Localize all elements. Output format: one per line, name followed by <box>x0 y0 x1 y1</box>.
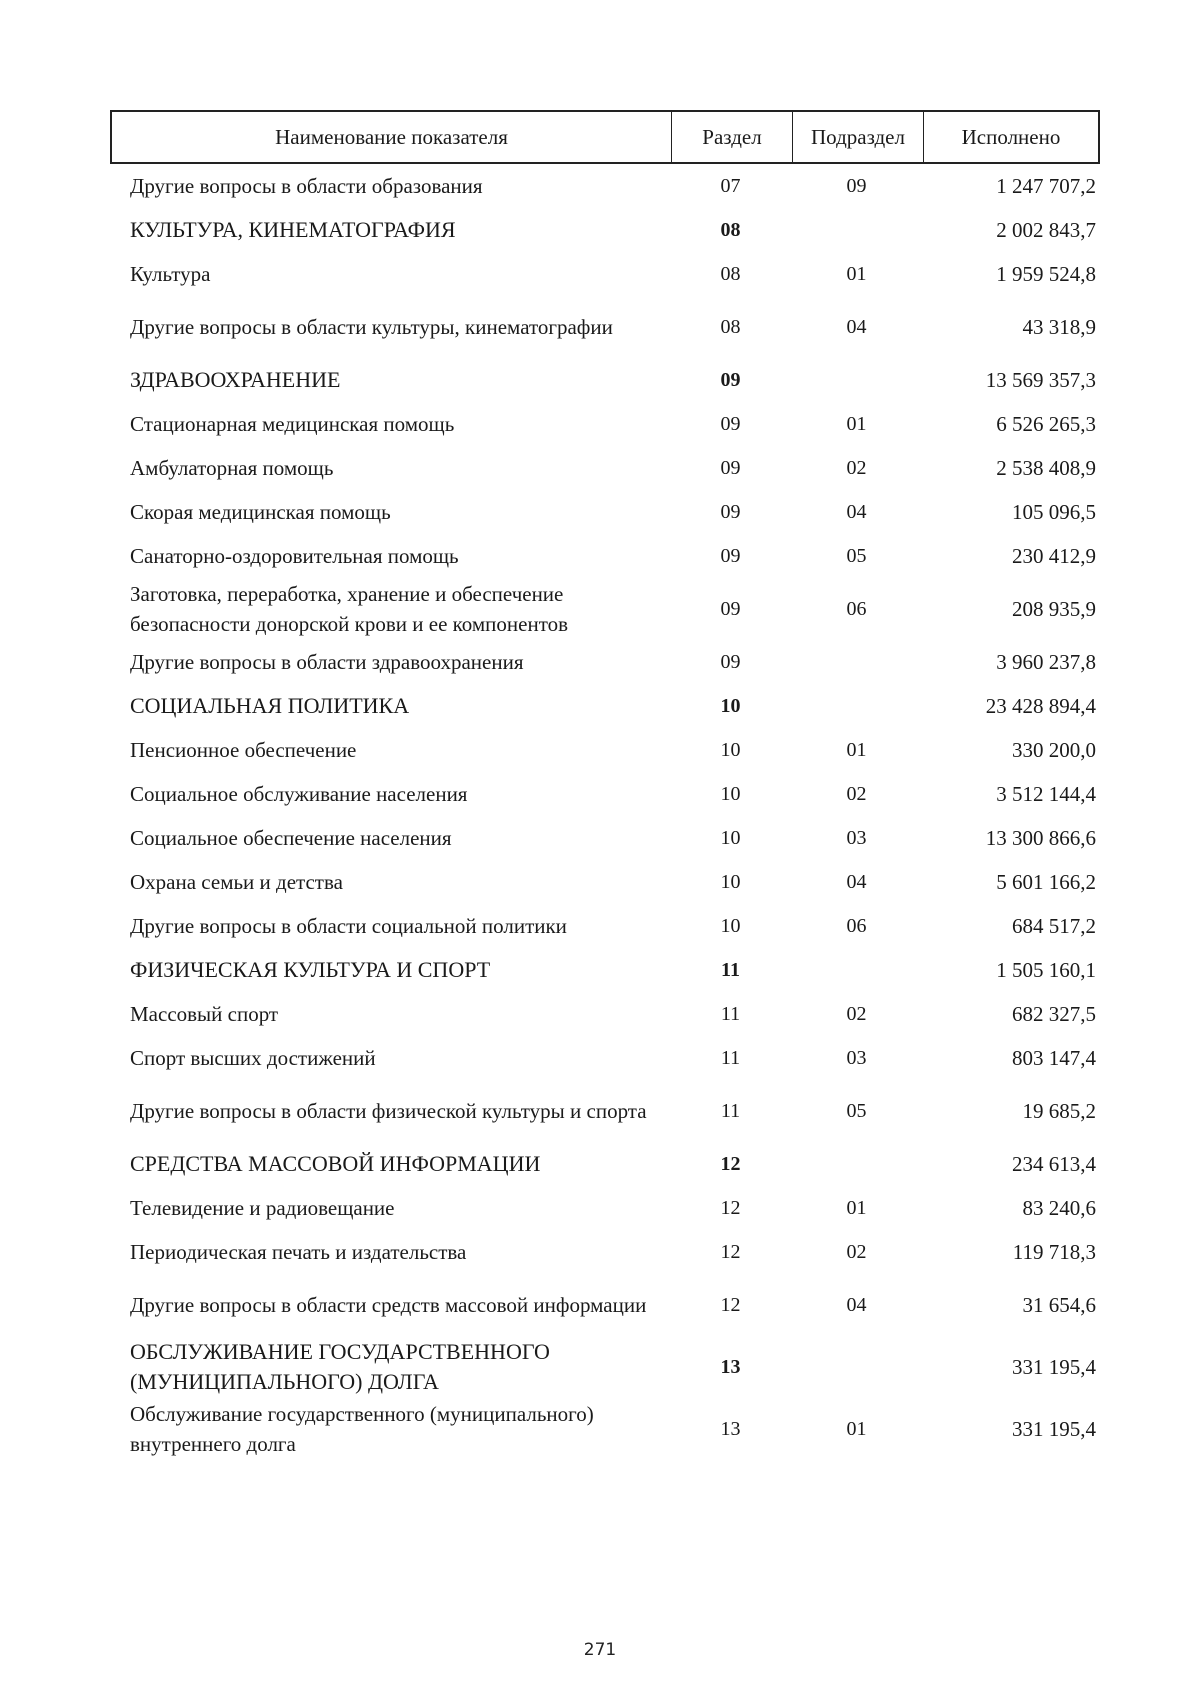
row-name: Спорт высших достижений <box>130 1046 376 1070</box>
table-row <box>110 1274 1100 1336</box>
row-value: 1 505 160,1 <box>996 957 1096 982</box>
table-row <box>110 164 1100 208</box>
row-name: Скорая медицинская помощь <box>130 500 391 524</box>
row-value: 13 569 357,3 <box>985 367 1096 392</box>
row-name: Другие вопросы в области средств массовой информации <box>130 1293 647 1317</box>
row-subsection: 02 <box>846 456 867 479</box>
row-name: Пенсионное обеспечение <box>130 738 357 762</box>
row-section: 09 <box>720 500 741 523</box>
row-section: 09 <box>720 597 741 620</box>
row-value: 208 935,9 <box>1012 596 1096 621</box>
table-row <box>110 208 1100 252</box>
row-value: 31 654,6 <box>1022 1292 1096 1317</box>
row-name: Обслуживание государственного (муниципального) внутреннего долга <box>130 1402 594 1456</box>
row-subsection: 04 <box>846 1293 867 1316</box>
row-value: 2 002 843,7 <box>996 217 1096 242</box>
row-value: 5 601 166,2 <box>996 869 1096 894</box>
row-name: Телевидение и радиовещание <box>130 1196 395 1220</box>
table-header <box>110 110 1100 164</box>
row-subsection: 06 <box>846 597 867 620</box>
table-row <box>110 816 1100 860</box>
row-value: 684 517,2 <box>1012 913 1096 938</box>
row-name: СОЦИАЛЬНАЯ ПОЛИТИКА <box>130 693 410 718</box>
row-name: ОБСЛУЖИВАНИЕ ГОСУДАРСТВЕННОГО (МУНИЦИПАЛЬНОГО) ДОЛГА <box>130 1339 550 1394</box>
row-section: 10 <box>720 914 741 937</box>
row-name: Социальное обслуживание населения <box>130 782 468 806</box>
row-value: 230 412,9 <box>1012 543 1096 568</box>
row-name: Амбулаторная помощь <box>130 456 334 480</box>
row-name: Массовый спорт <box>130 1002 279 1026</box>
row-subsection: 04 <box>846 870 867 893</box>
row-value: 6 526 265,3 <box>996 411 1096 436</box>
table-row <box>110 534 1100 578</box>
header-executed: Исполнено <box>961 124 1061 149</box>
row-value: 105 096,5 <box>1012 499 1096 524</box>
row-subsection: 02 <box>846 1240 867 1263</box>
row-section: 12 <box>720 1293 741 1316</box>
row-value: 331 195,4 <box>1012 1416 1096 1441</box>
row-value: 23 428 894,4 <box>985 693 1096 718</box>
row-subsection: 04 <box>846 500 867 523</box>
row-section: 12 <box>720 1152 741 1175</box>
row-section: 09 <box>720 456 741 479</box>
row-value: 331 195,4 <box>1012 1354 1096 1379</box>
row-section: 10 <box>720 738 741 761</box>
table-row <box>110 1036 1100 1080</box>
table-row <box>110 402 1100 446</box>
row-subsection: 05 <box>846 1099 867 1122</box>
row-name: Охрана семьи и детства <box>130 870 343 894</box>
table-row <box>110 728 1100 772</box>
row-name: Санаторно-оздоровительная помощь <box>130 544 459 568</box>
row-section: 09 <box>720 544 741 567</box>
row-section: 10 <box>720 782 741 805</box>
row-value: 803 147,4 <box>1012 1045 1096 1070</box>
row-subsection: 03 <box>846 826 867 849</box>
table-row <box>110 1398 1100 1460</box>
row-subsection: 01 <box>846 1196 867 1219</box>
table-row <box>110 640 1100 684</box>
row-subsection: 06 <box>846 914 867 937</box>
table-row <box>110 684 1100 728</box>
table-row <box>110 1336 1100 1398</box>
row-section: 11 <box>720 1099 741 1122</box>
table-row <box>110 1142 1100 1186</box>
row-subsection: 09 <box>846 174 867 197</box>
row-section: 11 <box>720 1046 741 1069</box>
row-section: 10 <box>720 870 741 893</box>
table-row <box>110 578 1100 640</box>
row-name: Периодическая печать и издательства <box>130 1240 467 1264</box>
table-row <box>110 1080 1100 1142</box>
row-value: 43 318,9 <box>1022 314 1096 339</box>
row-name: Социальное обеспечение населения <box>130 826 452 850</box>
row-section: 09 <box>720 650 741 673</box>
row-name: Другие вопросы в области физической культуры и спорта <box>130 1099 647 1123</box>
row-name: СРЕДСТВА МАССОВОЙ ИНФОРМАЦИИ <box>130 1151 541 1176</box>
row-subsection: 01 <box>846 262 867 285</box>
row-name: Культура <box>130 262 211 286</box>
row-value: 13 300 866,6 <box>985 825 1096 850</box>
header-section: Раздел <box>672 112 793 162</box>
row-section: 07 <box>720 174 741 197</box>
row-name: Другие вопросы в области здравоохранения <box>130 650 524 674</box>
row-value: 3 512 144,4 <box>996 781 1096 806</box>
table-row <box>110 992 1100 1036</box>
row-name: Другие вопросы в области социальной политики <box>130 914 567 938</box>
row-section: 11 <box>720 1002 741 1025</box>
row-name: Другие вопросы в области образования <box>130 174 483 198</box>
row-section: 13 <box>720 1355 741 1378</box>
row-section: 09 <box>720 412 741 435</box>
row-subsection: 04 <box>846 315 867 338</box>
row-section: 08 <box>720 262 741 285</box>
table-row <box>110 904 1100 948</box>
table-row <box>110 948 1100 992</box>
row-section: 10 <box>720 826 741 849</box>
table-row <box>110 1186 1100 1230</box>
row-value: 682 327,5 <box>1012 1001 1096 1026</box>
table-row <box>110 358 1100 402</box>
row-value: 83 240,6 <box>1022 1195 1096 1220</box>
row-name: Другие вопросы в области культуры, кинематографии <box>130 315 613 339</box>
row-subsection: 03 <box>846 1046 867 1069</box>
table-body <box>110 164 1100 1460</box>
row-subsection: 02 <box>846 1002 867 1025</box>
row-section: 13 <box>720 1417 741 1440</box>
row-name: ЗДРАВООХРАНЕНИЕ <box>130 367 341 392</box>
table-row <box>110 772 1100 816</box>
row-subsection: 01 <box>846 412 867 435</box>
row-value: 330 200,0 <box>1012 737 1096 762</box>
row-section: 12 <box>720 1240 741 1263</box>
row-subsection: 05 <box>846 544 867 567</box>
row-name: Стационарная медицинская помощь <box>130 412 455 436</box>
row-subsection: 02 <box>846 782 867 805</box>
table-row <box>110 860 1100 904</box>
row-value: 2 538 408,9 <box>996 455 1096 480</box>
table-row <box>110 252 1100 296</box>
row-value: 119 718,3 <box>1012 1239 1096 1264</box>
page-number: 271 <box>583 1640 617 1660</box>
row-section: 08 <box>720 218 741 241</box>
row-section: 08 <box>720 315 741 338</box>
row-value: 234 613,4 <box>1012 1151 1096 1176</box>
row-section: 11 <box>721 958 740 981</box>
row-name: КУЛЬТУРА, КИНЕМАТОГРАФИЯ <box>130 217 456 242</box>
row-section: 12 <box>720 1196 741 1219</box>
table-row <box>110 490 1100 534</box>
header-name: Наименование показателя <box>112 112 672 162</box>
row-section: 09 <box>720 368 741 391</box>
row-value: 1 247 707,2 <box>996 173 1096 198</box>
row-subsection: 01 <box>846 1417 867 1440</box>
header-subsection: Подраздел <box>793 112 924 162</box>
table-row <box>110 1230 1100 1274</box>
table-row <box>110 446 1100 490</box>
row-value: 1 959 524,8 <box>996 261 1096 286</box>
row-value: 19 685,2 <box>1022 1098 1096 1123</box>
row-subsection: 01 <box>846 738 867 761</box>
row-name: ФИЗИЧЕСКАЯ КУЛЬТУРА И СПОРТ <box>130 957 491 982</box>
row-section: 10 <box>720 694 741 717</box>
row-value: 3 960 237,8 <box>996 649 1096 674</box>
table-row <box>110 296 1100 358</box>
row-name: Заготовка, переработка, хранение и обеспечение безопасности донорской крови и ее компонентов <box>130 582 569 636</box>
